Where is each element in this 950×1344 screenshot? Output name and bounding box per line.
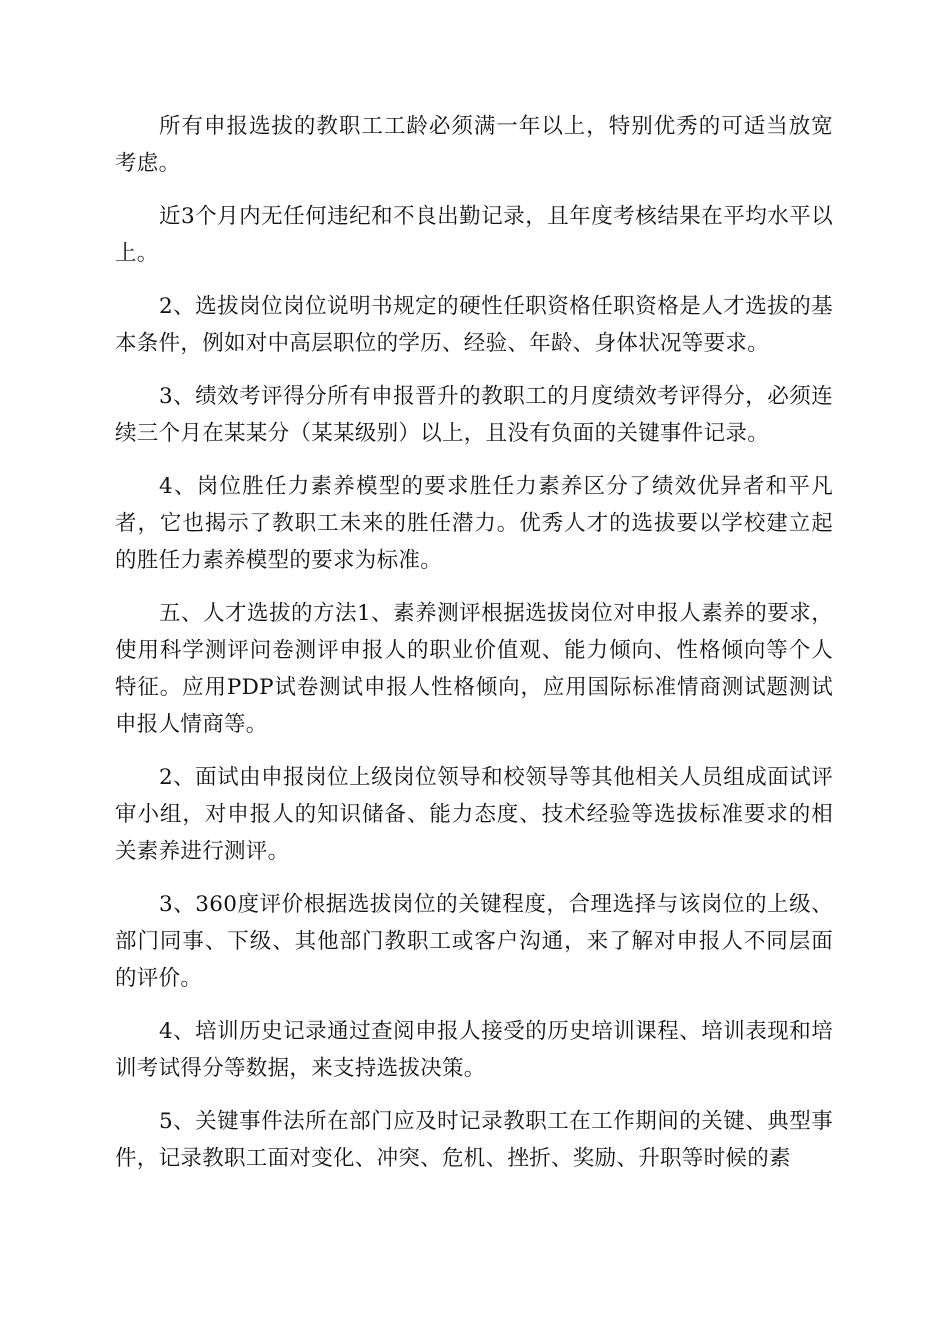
- paragraph-qualification: 2、选拔岗位岗位说明书规定的硬性任职资格任职资格是人才选拔的基本条件，例如对中高层职位的学历、经验、年龄、身体状况等要求。: [115, 294, 833, 356]
- paragraph-performance: 3、绩效考评得分所有申报晋升的教职工的月度绩效考评得分，必须连续三个月在某某分（某某级别）以上，且没有负面的关键事件记录。: [115, 384, 833, 446]
- paragraph-training-history: 4、培训历史记录通过查阅申报人接受的历史培训课程、培训表现和培训考试得分等数据，来支持选拔决策。: [115, 1019, 833, 1081]
- paragraph-interview: 2、面试由申报岗位上级岗位领导和校领导等其他相关人员组成面试评审小组，对申报人的知识储备、能力态度、技术经验等选拔标准要求的相关素养进行测评。: [115, 765, 833, 864]
- paragraph-methods-assessment: 五、人才选拔的方法1、素养测评根据选拔岗位对申报人素养的要求，使用科学测评问卷测评申报人的职业价值观、能力倾向、性格倾向等个人特征。应用PDP试卷测试申报人性格倾向，应用国际标准情商测试题测试申报人情商等。: [115, 601, 833, 737]
- paragraph-360-review: 3、360度评价根据选拔岗位的关键程度，合理选择与该岗位的上级、部门同事、下级、其他部门教职工或客户沟通，来了解对申报人不同层面的评价。: [115, 892, 833, 991]
- paragraph-attendance: 近3个月内无任何违纪和不良出勤记录，且年度考核结果在平均水平以上。: [115, 204, 833, 266]
- paragraph-critical-incident: 5、关键事件法所在部门应及时记录教职工在工作期间的关键、典型事件，记录教职工面对变化、冲突、危机、挫折、奖励、升职等时候的素: [115, 1109, 833, 1171]
- document-body: [115, 108, 833, 1193]
- paragraph-competency: 4、岗位胜任力素养模型的要求胜任力素养区分了绩效优异者和平凡者，它也揭示了教职工未来的胜任潜力。优秀人才的选拔要以学校建立起的胜任力素养模型的要求为标准。: [115, 474, 833, 573]
- paragraph-seniority: 所有申报选拔的教职工工龄必须满一年以上，特别优秀的可适当放宽考虑。: [115, 114, 833, 176]
